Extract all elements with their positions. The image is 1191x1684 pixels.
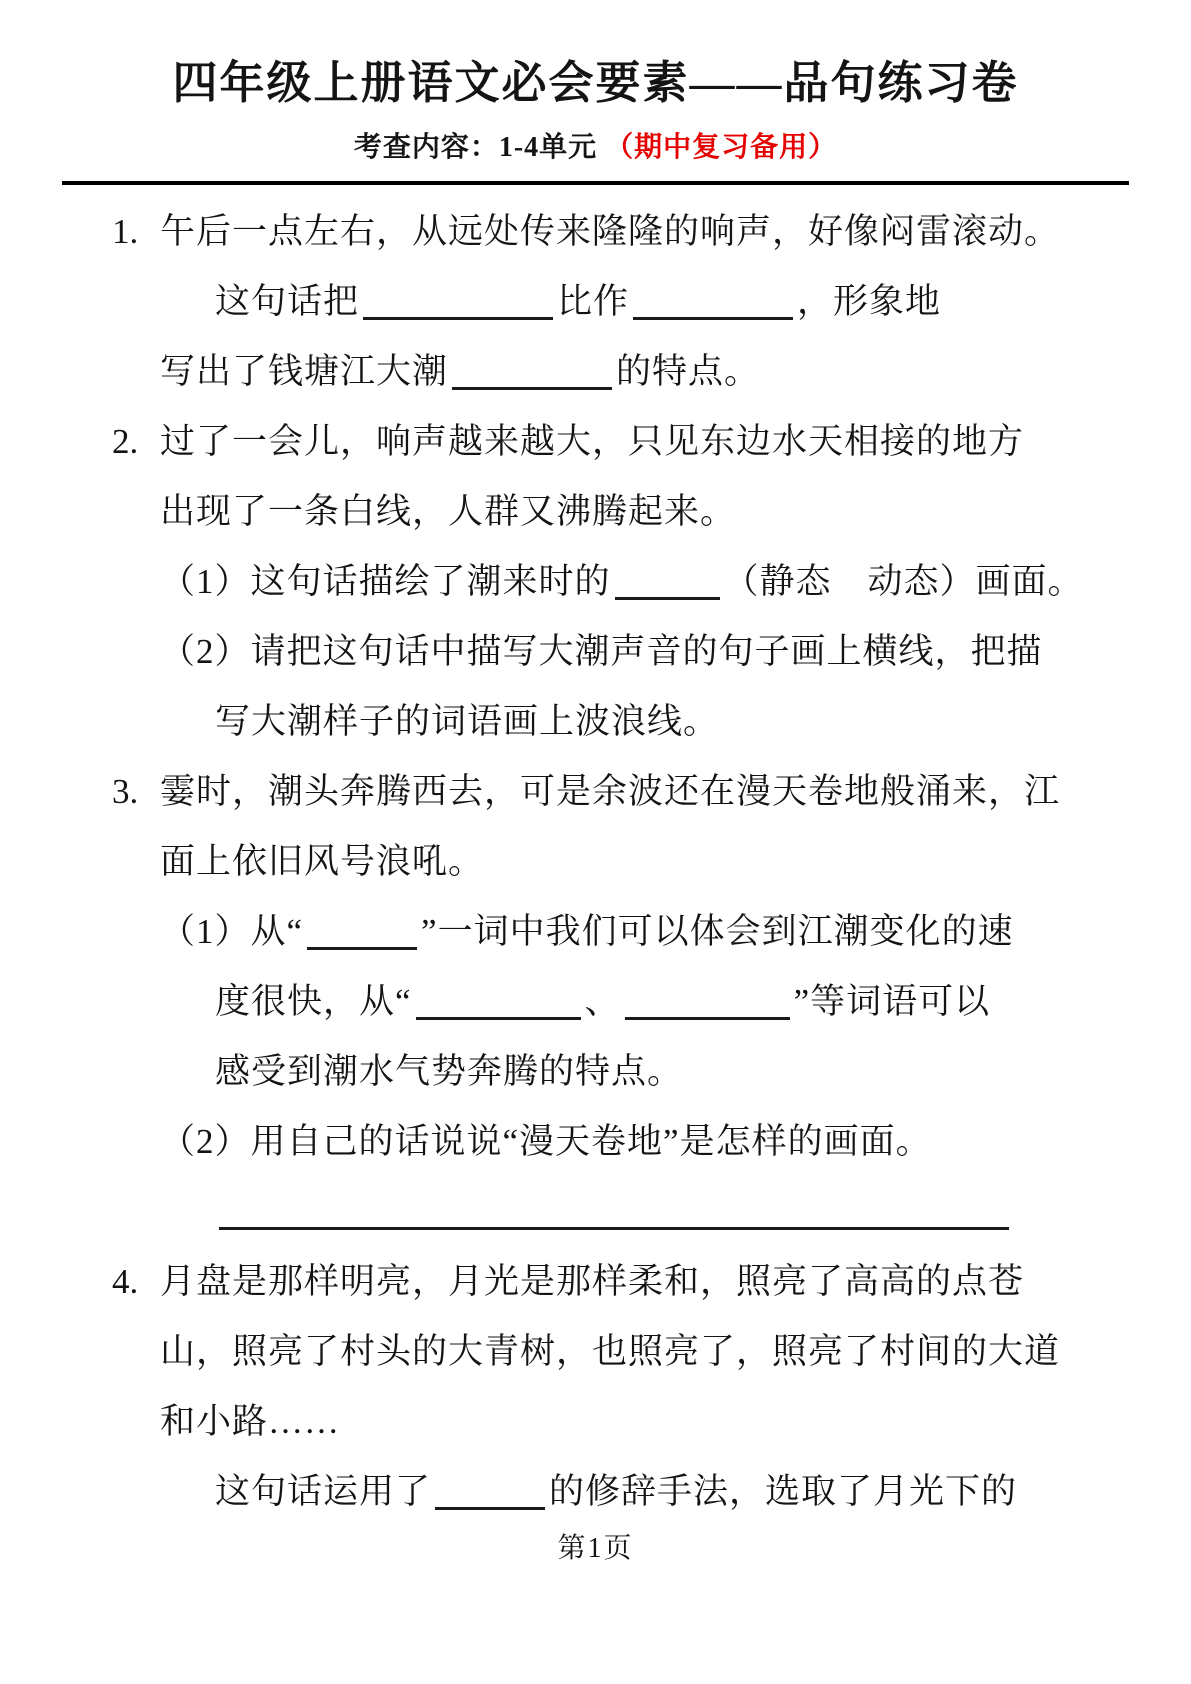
question-text: （2）用自己的话说说“漫天卷地”是怎样的画面。 (160, 1122, 932, 1161)
question-text: 这句话把 (215, 282, 360, 321)
page-number: 第1页 (557, 1533, 634, 1564)
question-line (112, 1107, 1136, 1177)
header-divider (62, 181, 1129, 185)
question-text: 感受到潮水气势奔腾的特点。 (215, 1052, 684, 1091)
page-title: 四年级上册语文必会要素——品句练习卷 (172, 58, 1019, 108)
question-line (112, 617, 1136, 687)
answer-blank (615, 578, 720, 600)
question-text: 写大潮样子的词语画上波浪线。 (215, 702, 720, 741)
question-4 (112, 1247, 1136, 1527)
exam-note: （期中复习备用） (605, 132, 838, 163)
answer-blank (307, 928, 417, 950)
questions (0, 197, 1191, 1527)
question-line (112, 1317, 1136, 1387)
question-2 (112, 407, 1136, 757)
question-line (112, 1247, 1136, 1317)
question-line (112, 827, 1136, 897)
question-line (112, 1387, 1136, 1457)
answer-blank (219, 1208, 1009, 1230)
question-text: （静态 动态）画面。 (723, 562, 1084, 601)
question-line (112, 337, 1136, 407)
question-text: ，形象地 (797, 282, 942, 321)
answer-blank (363, 298, 553, 320)
question-text: 月盘是那样明亮，月光是那样柔和，照亮了高高的点苍 (160, 1262, 1025, 1301)
question-text: 午后一点左右，从远处传来隆隆的响声，好像闷雷滚动。 (160, 212, 1061, 251)
question-text: 这句话运用了 (215, 1472, 432, 1511)
answer-line (112, 1177, 1136, 1247)
question-text: 出现了一条白线，人群又沸腾起来。 (160, 492, 737, 531)
answer-blank (416, 998, 581, 1020)
question-1 (112, 197, 1136, 407)
exam-subtitle (0, 125, 1191, 165)
question-text: 度很快，从“ (215, 982, 412, 1021)
question-text: 写出了钱塘江大潮 (160, 352, 449, 391)
question-text: ”一词中我们可以体会到江潮变化的速 (421, 912, 1014, 951)
answer-blank (633, 298, 793, 320)
question-text: 山，照亮了村头的大青树，也照亮了，照亮了村间的大道 (160, 1332, 1061, 1371)
question-text: 比作 (557, 282, 630, 321)
question-line (112, 757, 1136, 827)
question-line (112, 1037, 1136, 1107)
answer-blank (452, 368, 612, 390)
question-number: 3. (112, 772, 139, 811)
question-line (112, 267, 1136, 337)
question-line (112, 197, 1136, 267)
question-line (112, 967, 1136, 1037)
question-text: 的特点。 (616, 352, 761, 391)
question-text: （1）从“ (160, 912, 304, 951)
question-line (112, 897, 1136, 967)
question-3 (112, 757, 1136, 1247)
question-number: 2. (112, 422, 139, 461)
question-line (112, 1457, 1136, 1527)
answer-blank (625, 998, 790, 1020)
question-text: 面上依旧风号浪吼。 (160, 842, 485, 881)
answer-blank (435, 1488, 545, 1510)
question-text: （1）这句话描绘了潮来时的 (160, 562, 611, 601)
exam-scope: 考查内容：1-4单元 (353, 132, 598, 163)
question-line (112, 547, 1136, 617)
question-text: 过了一会儿，响声越来越大，只见东边水天相接的地方 (160, 422, 1025, 461)
question-text: 霎时，潮头奔腾西去，可是余波还在漫天卷地般涌来，江 (160, 772, 1061, 811)
question-line (112, 687, 1136, 757)
question-line (112, 477, 1136, 547)
question-number: 4. (112, 1262, 139, 1301)
question-text: （2）请把这句话中描写大潮声音的句子画上横线，把描 (160, 632, 1043, 671)
question-text: ”等词语可以 (793, 982, 991, 1021)
question-line (112, 407, 1136, 477)
question-number: 1. (112, 212, 139, 251)
question-text: 、 (584, 982, 621, 1021)
question-text: 的修辞手法，选取了月光下的 (549, 1472, 1018, 1511)
question-text: 和小路…… (160, 1402, 341, 1441)
